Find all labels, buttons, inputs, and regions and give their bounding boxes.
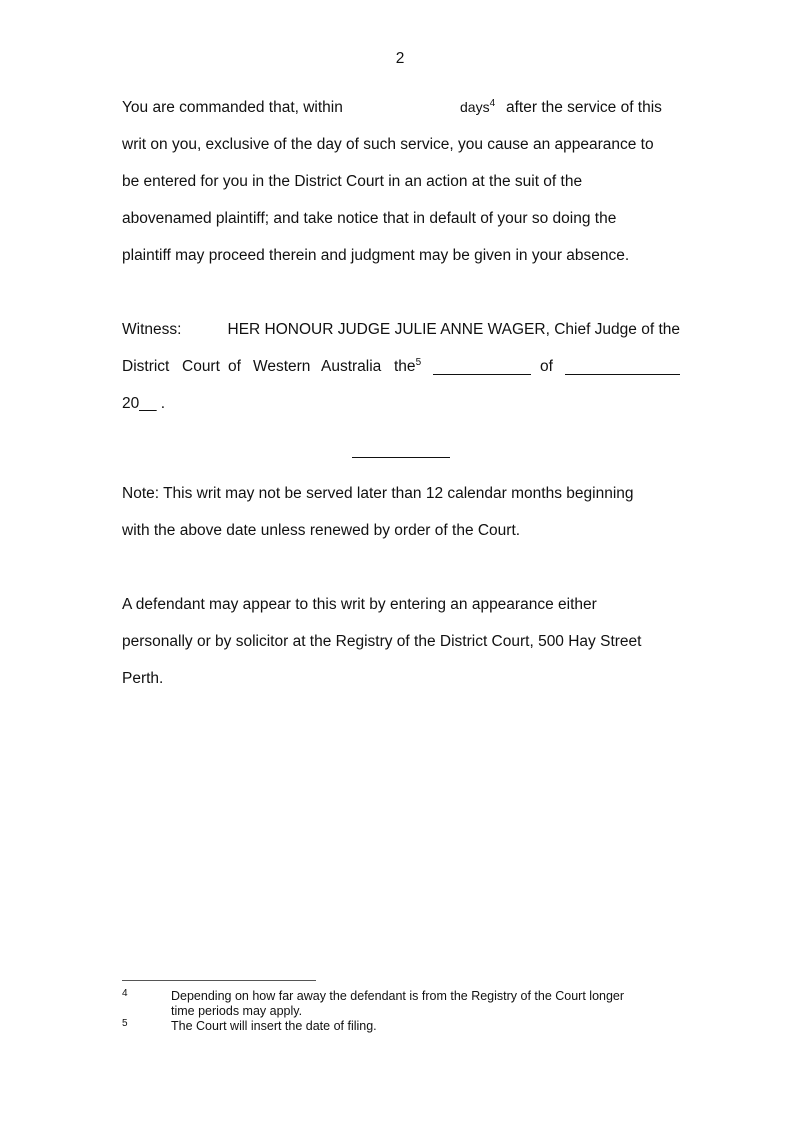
year-field: 20__ bbox=[122, 395, 157, 412]
witness-label: Witness: bbox=[122, 321, 182, 338]
witness-line-2 bbox=[122, 358, 680, 380]
witness-the: the$^5$ bbox=[394, 357, 422, 375]
command-start: You are commanded that, within bbox=[122, 99, 343, 116]
footnote-number-5: 5 bbox=[122, 1018, 128, 1029]
footnote-ref-5: 5 bbox=[415, 357, 422, 368]
footnote-5-text: The Court will insert the date of filing. bbox=[171, 1019, 377, 1033]
separator-line bbox=[352, 457, 450, 458]
witness-line-1 bbox=[122, 321, 680, 339]
appearance-line-3: Perth. bbox=[122, 670, 164, 687]
note-line-1: Note: This writ may not be served later than 12 calendar months beginning bbox=[122, 485, 634, 502]
witness-word: Court bbox=[182, 358, 220, 375]
witness-word: District bbox=[122, 358, 170, 375]
witness-of: of bbox=[540, 358, 553, 375]
footnote-ref-4: 4 bbox=[489, 98, 496, 109]
footnote-rule bbox=[122, 980, 316, 981]
appearance-line-2: personally or by solicitor at the Registry of the District Court, 500 Hay Street bbox=[122, 633, 642, 650]
command-line-3: be entered for you in the District Court in an action at the suit of the bbox=[122, 173, 583, 190]
witness-period: . bbox=[160, 395, 166, 412]
day-blank bbox=[433, 360, 531, 375]
footnote-number-4: 4 bbox=[122, 988, 128, 999]
command-line-2: writ on you, exclusive of the day of such service, you cause an appearance to bbox=[122, 136, 654, 153]
witness-word: of bbox=[228, 358, 241, 375]
command-line-1 bbox=[122, 99, 680, 117]
appearance-line-1: A defendant may appear to this writ by entering an appearance either bbox=[122, 596, 597, 613]
days-label: days$^4$ bbox=[460, 98, 496, 115]
witness-word: Australia bbox=[321, 358, 382, 375]
witness-line-3 bbox=[122, 395, 165, 413]
command-line-4: abovenamed plaintiff; and take notice that in default of your so doing the bbox=[122, 210, 617, 227]
note-line-2: with the above date unless renewed by order of the Court. bbox=[122, 522, 521, 539]
command-line-5: plaintiff may proceed therein and judgment may be given in your absence. bbox=[122, 247, 630, 264]
footnote-4-text: Depending on how far away the defendant is from the Registry of the Court longer time periods may apply. bbox=[171, 989, 625, 1018]
witness-judge: HER HONOUR JUDGE JULIE ANNE WAGER, Chief Judge of the bbox=[227, 321, 680, 338]
month-blank bbox=[565, 360, 680, 375]
witness-word: Western bbox=[253, 358, 311, 375]
page-number: 2 bbox=[395, 50, 405, 67]
command-end: after the service of this bbox=[506, 99, 662, 116]
